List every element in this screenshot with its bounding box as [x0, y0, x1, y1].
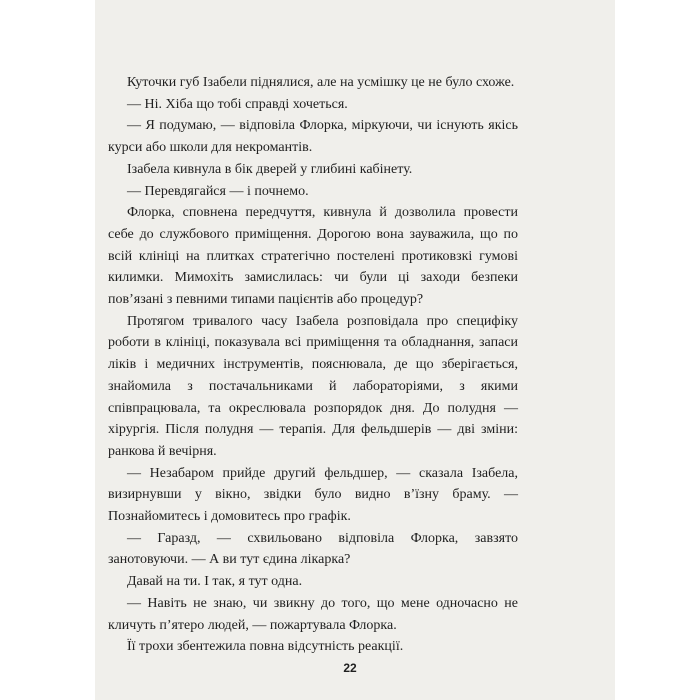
paragraph: Ізабела кивнула в бік дверей у глибині кабінету. — [127, 161, 413, 177]
paragraph: — Незабаром прийде другий фельдшер, — сказала Ізабела, визирнувши у вікно, звідки було видно в’їзну браму. — Познайомитесь і домовитесь про графік. — [108, 465, 518, 525]
paragraph: — Навіть не знаю, чи звикну до того, що мене одночасно не кличуть п’ятеро людей, — пожартувала Флорка. — [108, 595, 518, 633]
page-number: 22 — [343, 661, 357, 675]
paragraph: Флорка, сповнена передчуття, кивнула й дозволила провести себе до службового приміщення. Дорогою вона зауважила, що по всій клініці на плитках стратегічно постелені протиковзкі гумові килимки. Мимохіть замислилась: чи були ці заходи безпеки пов’язані з певними типами пацієнтів або процедур? — [108, 205, 518, 308]
paragraph: Протягом тривалого часу Ізабела розповідала про специфіку роботи в клініці, показувала всі приміщення та обладнання, запаси ліків і медичних інструментів, пояснювала, де що зберігається, знайомила з постачальниками й лабораторіями, з якими співпрацювала, та окреслювала розпорядок дня. До полудня — хірургія. Після полудня — терапія. Для фельдшерів — дві зміни: ранкова й вечірня. — [108, 313, 518, 459]
paragraph: Її трохи збентежила повна відсутність реакції. — [127, 639, 404, 655]
paragraph: — Перевдягайся — і почнемо. — [127, 183, 309, 199]
paragraph: Куточки губ Ізабели піднялися, але на усмішку це не було схоже. — [127, 75, 515, 90]
paragraph: Давай на ти. І так, я тут одна. — [127, 574, 303, 590]
page-body-text — [108, 72, 518, 658]
paragraph: — Я подумаю, — відповіла Флорка, міркуючи, чи існують якісь курси або школи для некромантів. — [108, 118, 518, 156]
paragraph: — Ні. Хіба що тобі справді хочеться. — [127, 96, 348, 112]
paragraph: — Гаразд, — схвильовано відповіла Флорка, завзято занотовуючи. — А ви тут єдина лікарка? — [108, 530, 518, 568]
